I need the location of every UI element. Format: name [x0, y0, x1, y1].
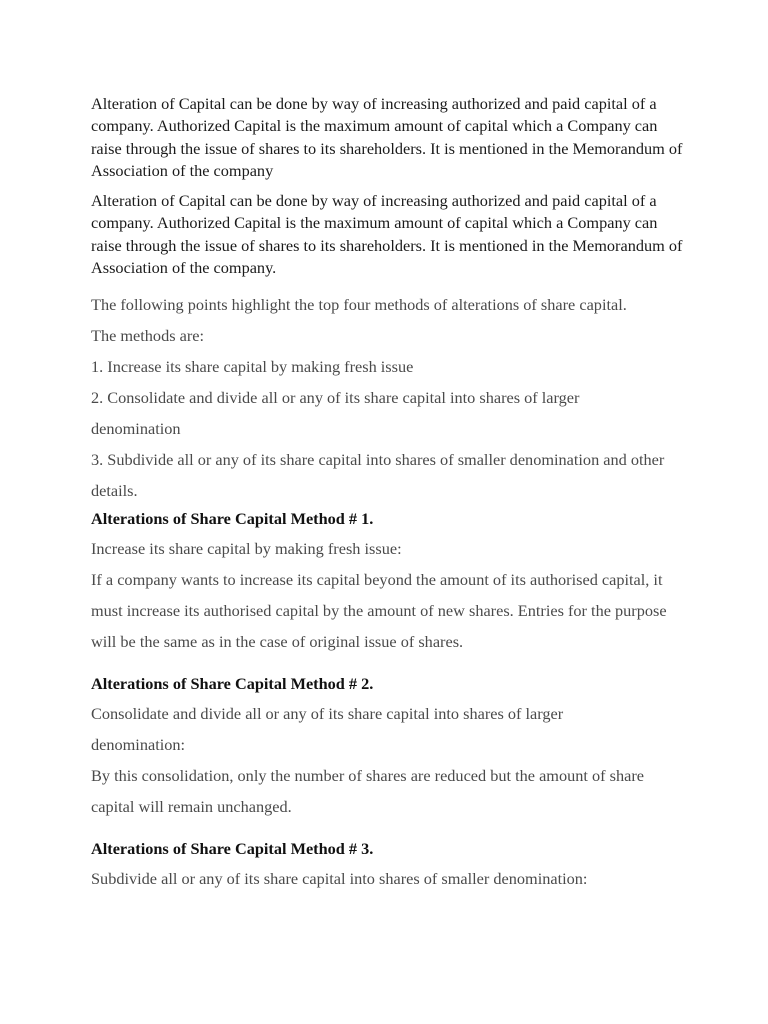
intro-paragraph-2: Alteration of Capital can be done by way of increasing authorized and paid capital of a company. Authorized Capital is the maximum amount of capital which a Company can raise through the issue of shares to its shareholders. It is mentioned in the Memorandum of Association of the company. — [91, 191, 683, 278]
document-page — [91, 93, 691, 894]
method-1-subtitle: Increase its share capital by making fresh issue: — [91, 539, 402, 559]
highlight-text: The following points highlight the top four methods of alterations of share capital. — [91, 295, 627, 315]
point-2: 2. Consolidate and divide all or any of its share capital into shares of larger denomination — [91, 388, 580, 439]
method-3-heading: Alterations of Share Capital Method # 3. — [91, 839, 374, 859]
method-1-body: If a company wants to increase its capital beyond the amount of its authorised capital, it must increase its authorised capital by the amount of new shares. Entries for the purpose will be the same as in the case of original issue of shares. — [91, 570, 667, 652]
method-2-subtitle: Consolidate and divide all or any of its share capital into shares of larger denomination: — [91, 704, 564, 755]
methods-are-text: The methods are: — [91, 326, 205, 346]
method-1-heading: Alterations of Share Capital Method # 1. — [91, 509, 374, 529]
method-2-body: By this consolidation, only the number of shares are reduced but the amount of share capital will remain unchanged. — [91, 766, 644, 817]
method-2-heading: Alterations of Share Capital Method # 2. — [91, 674, 374, 694]
method-3-subtitle: Subdivide all or any of its share capital into shares of smaller denomination: — [91, 869, 588, 889]
point-1: 1. Increase its share capital by making fresh issue — [91, 357, 414, 377]
point-3: 3. Subdivide all or any of its share capital into shares of smaller denomination and other details. — [91, 450, 665, 501]
intro-paragraph-1: Alteration of Capital can be done by way of increasing authorized and paid capital of a company. Authorized Capital is the maximum amount of capital which a Company can raise through the issue of shares to its shareholders. It is mentioned in the Memorandum of Association of the company — [91, 94, 683, 180]
